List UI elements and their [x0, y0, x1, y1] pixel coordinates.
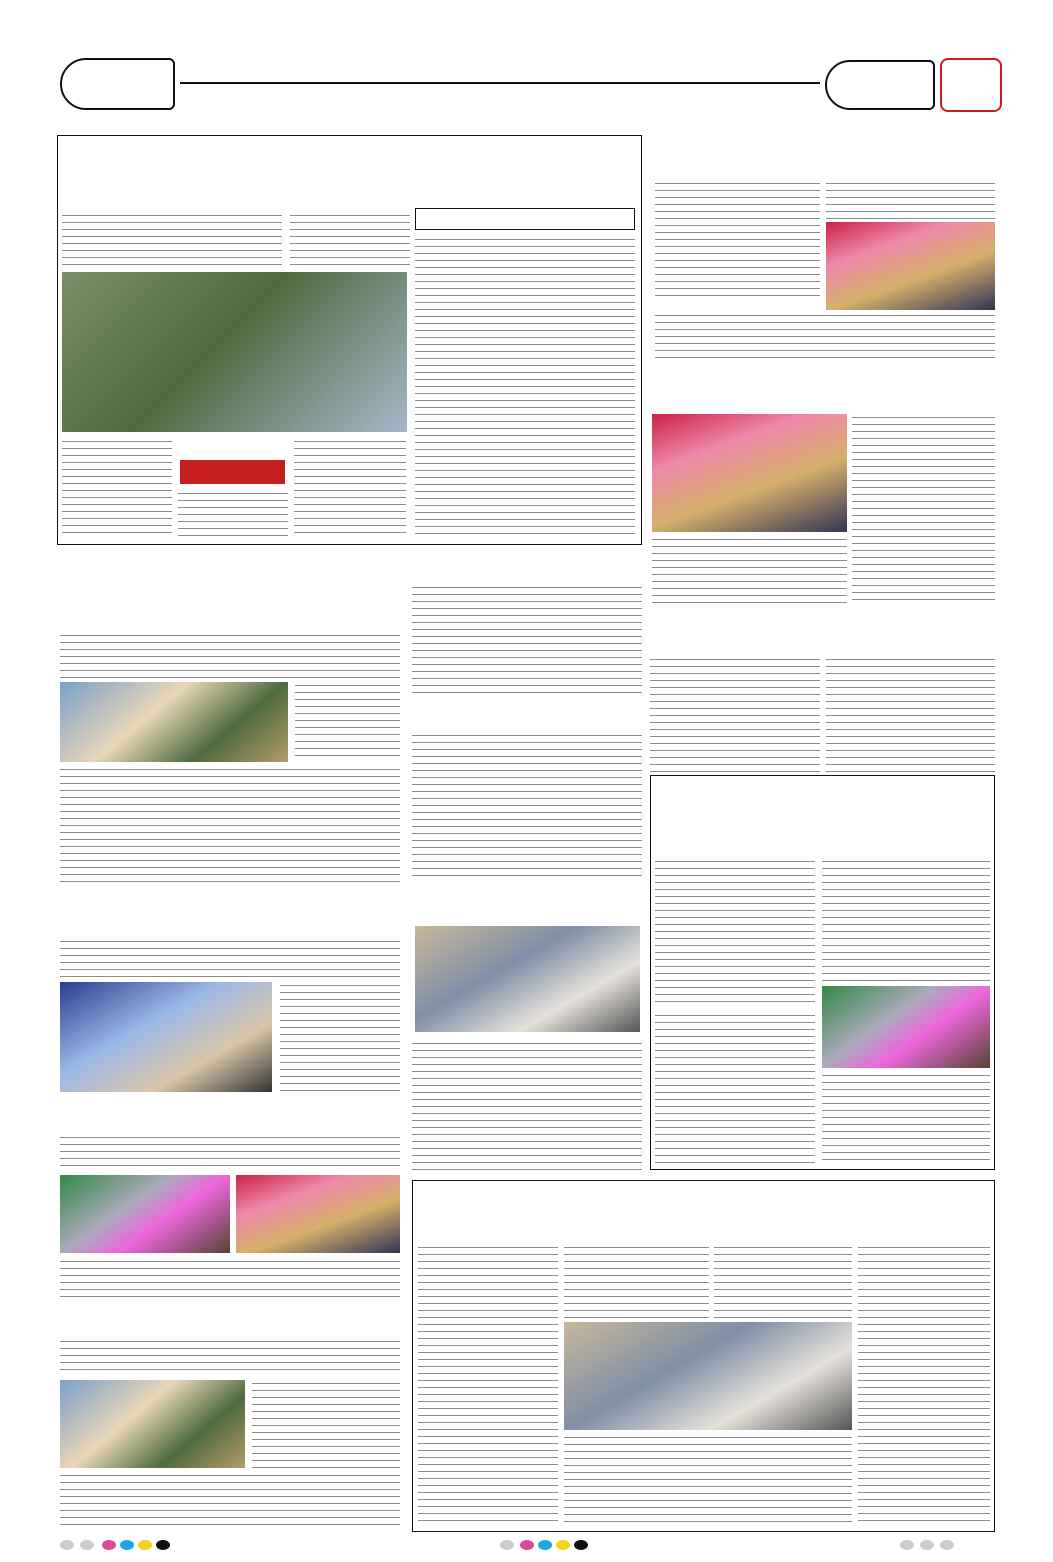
registration-dot — [102, 1540, 116, 1550]
lead-headline — [62, 140, 637, 204]
river-body-3 — [60, 766, 400, 886]
registration-dot — [940, 1540, 954, 1550]
odisha-photo-1 — [60, 1175, 230, 1253]
lead-body-col4 — [62, 438, 172, 538]
conf-body-1 — [650, 656, 820, 772]
probe-headline — [60, 900, 400, 932]
leader-headline — [412, 700, 642, 728]
school-body-2 — [252, 1380, 400, 1468]
masthead-logo — [940, 58, 1002, 112]
snana-body-2 — [652, 536, 847, 604]
section-title — [825, 60, 935, 110]
probe-body-1 — [60, 938, 400, 978]
stats-body-5 — [564, 1434, 852, 1526]
snana-photo — [652, 414, 847, 532]
sanskrit-body — [412, 1040, 642, 1170]
registration-dot — [556, 1540, 570, 1550]
school-photo — [60, 1380, 245, 1468]
registration-dot — [500, 1540, 514, 1550]
river-headline — [60, 586, 400, 626]
lead-photo — [62, 272, 407, 432]
header-rule — [180, 82, 820, 84]
stats-photo — [564, 1322, 852, 1430]
probe-body-2 — [280, 982, 400, 1092]
river-body-1 — [60, 632, 400, 678]
registration-dot — [60, 1540, 74, 1550]
registration-dot — [156, 1540, 170, 1550]
odisha-photo-2 — [236, 1175, 400, 1253]
lead-body-col5 — [178, 490, 288, 538]
odisha-body-2 — [60, 1258, 400, 1298]
conf-headline — [650, 612, 995, 652]
page-header — [60, 58, 1000, 114]
lead-body-col2 — [290, 212, 410, 270]
river-body-2 — [295, 682, 400, 762]
pond-headline — [412, 552, 642, 580]
sangh-photo — [822, 986, 990, 1068]
ganesh-body-3 — [655, 312, 995, 364]
ganesh-headline — [655, 136, 995, 176]
page-number-tab — [60, 58, 175, 110]
stats-body-1 — [418, 1244, 558, 1526]
ganesh-body-1 — [655, 180, 820, 300]
probe-photo — [60, 982, 272, 1092]
lead-body-col1 — [62, 212, 282, 270]
school-body-1 — [60, 1338, 400, 1376]
leader-body — [412, 732, 642, 882]
sanskrit-photo — [415, 926, 640, 1032]
sanskrit-headline — [412, 890, 642, 920]
registration-dot — [80, 1540, 94, 1550]
registration-dot — [120, 1540, 134, 1550]
odisha-headline — [60, 1100, 400, 1130]
sangh-body-1 — [655, 858, 815, 1008]
sangh-body-4 — [822, 1072, 990, 1164]
registration-dot — [574, 1540, 588, 1550]
ganesh-photo — [826, 222, 995, 310]
lead-tag — [180, 460, 285, 484]
river-kicker — [70, 552, 390, 580]
snana-headline — [652, 370, 997, 410]
school-body-3 — [60, 1472, 400, 1526]
stats-body-2 — [564, 1244, 709, 1318]
lead-subhead — [415, 208, 635, 230]
print-color-bar — [60, 1540, 1000, 1556]
snana-body-1 — [852, 414, 995, 604]
river-photo — [60, 682, 288, 762]
stats-headline — [418, 1186, 990, 1238]
registration-dot — [138, 1540, 152, 1550]
registration-dot — [920, 1540, 934, 1550]
stats-body-3 — [714, 1244, 852, 1318]
lead-body-col3 — [415, 236, 635, 536]
sangh-headline — [655, 812, 990, 852]
registration-dot — [538, 1540, 552, 1550]
registration-dot — [900, 1540, 914, 1550]
pond-body — [412, 584, 642, 694]
stats-body-4 — [858, 1244, 990, 1526]
registration-dot — [520, 1540, 534, 1550]
ganesh-body-2 — [826, 180, 995, 220]
sangh-body-3 — [655, 1012, 815, 1164]
sangh-kicker — [655, 780, 990, 808]
conf-body-2 — [826, 656, 995, 772]
school-headline — [60, 1302, 400, 1332]
lead-body-col6 — [294, 438, 406, 538]
odisha-body-1 — [60, 1134, 400, 1170]
sangh-body-2 — [822, 858, 990, 984]
